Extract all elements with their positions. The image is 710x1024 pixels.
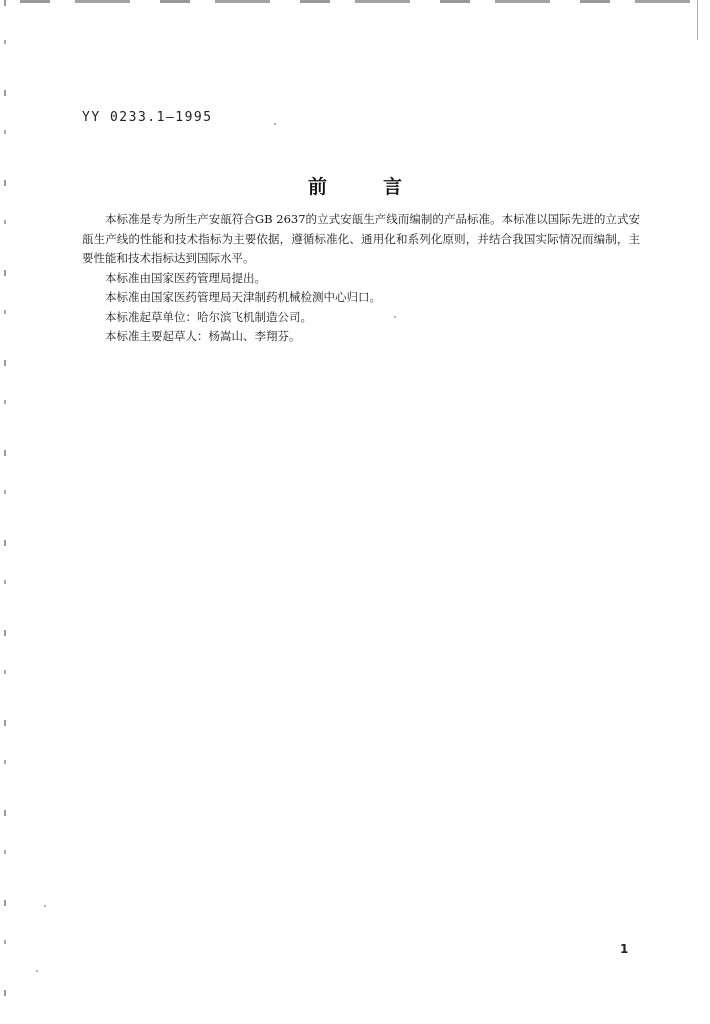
page-title: 前言 [307,176,458,198]
foreword-paragraph: 本标准主要起草人：杨嵩山、李翔芬。 [105,329,301,343]
page-number: 1 [620,942,629,956]
foreword-paragraph: 本标准由国家医药管理局天津制药机械检测中心归口。 [105,290,381,304]
foreword-paragraph: 本标准是专为所生产安瓿符合GB 2637的立式安瓿生产线而编制的产品标准。本标准以国际先进的立式安瓿生产线的性能和技术指标为主要依据，遵循标准化、通用化和系列化原则，并结合我国实际情况而编制，主要性能和技术指标达到国际水平。 [82,212,640,265]
scan-speck [36,970,38,972]
scan-edge-left [4,0,6,1024]
standard-number: YY 0233.1—1995 [82,110,213,125]
foreword-body [82,210,640,347]
scan-edge-top [20,0,700,3]
scan-speck [44,905,46,907]
scan-edge-right [697,0,698,40]
foreword-paragraph: 本标准由国家医药管理局提出。 [105,270,266,285]
scan-speck [274,123,276,125]
foreword-paragraph: 本标准起草单位：哈尔滨飞机制造公司。 [105,309,312,324]
